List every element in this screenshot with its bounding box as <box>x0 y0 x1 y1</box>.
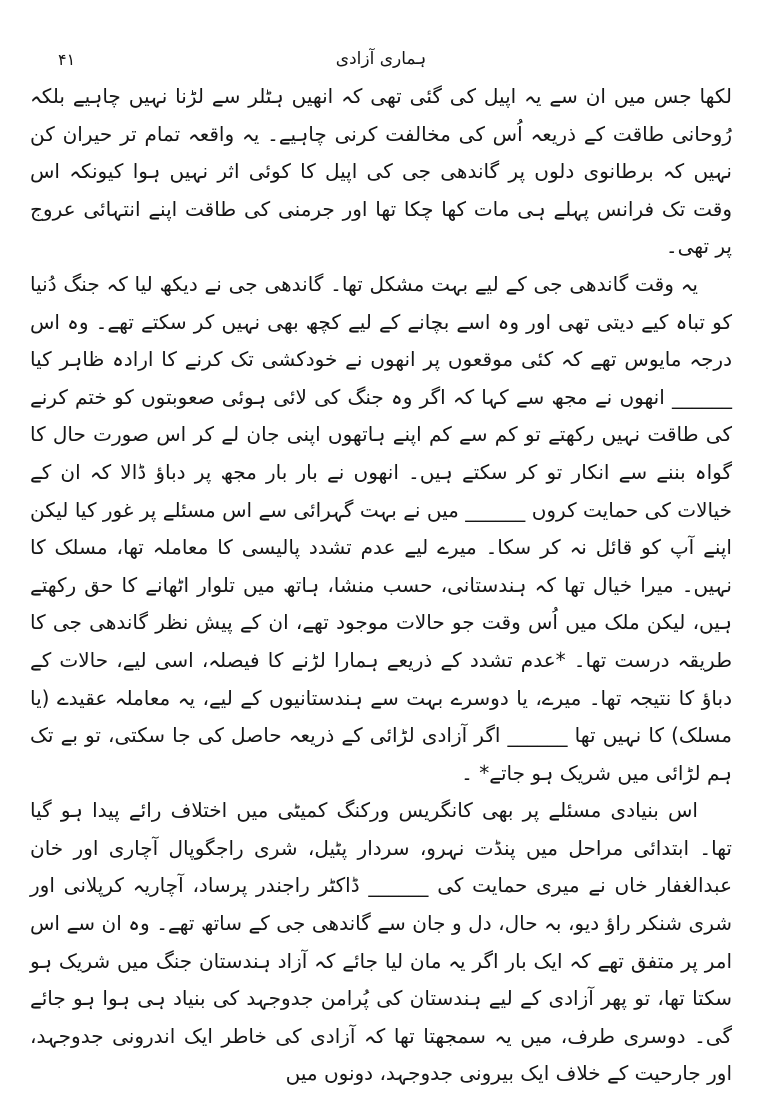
paragraph-3: اس بنیادی مسئلے پر بھی کانگریس ورکنگ کمیٹی میں اختلاف رائے پیدا ہو گیا تھا۔ ابتدائی مراحل میں پنڈت نہرو، سردار پٹیل، شری راجگوپال آچاری اور خان عبدالغفار خاں نے میری حمایت کی ______ ڈاکٹر راجندر پرساد، آچاریہ کرپلانی اور شری شنکر راؤ دیو، بہ حال، دل و جان سے گاندھی جی کے ساتھ تھے۔ وہ ان سے اس امر پر متفق تھے کہ ایک بار اگر یہ مان لیا جائے کہ آزاد ہندستان جنگ میں شریک ہو سکتا تھا، تو پھر آزادی کے لیے ہندستان کی پُرامن جدوجہد کی بنیاد ہی ہوا ہو جائے گی۔ دوسری طرف، میں یہ سمجھتا تھا کہ آزادی کی خاطر ایک اندرونی جدوجہد، اور جارحیت کے خلاف ایک بیرونی جدوجہد، دونوں میں <box>30 798 732 1086</box>
paragraph-2: یہ وقت گاندھی جی کے لیے بہت مشکل تھا۔ گاندھی جی نے دیکھ لیا کہ جنگ دُنیا کو تباہ کیے دیتی تھی اور وہ اسے بچانے کے لیے کچھ بھی نہیں کر سکتے تھے۔ وہ اس درجہ مایوس تھے کہ کئی موقعوں پر انھوں نے خودکشی تک کرنے کا ارادہ ظاہر کیا ______ انھوں نے مجھ سے کہا کہ اگر وہ جنگ کی لائی ہوئی صعوبتوں کو ختم کرنے کی طاقت نہیں رکھتے تو کم سے کم اپنے ہاتھوں اپنی جان لے کر اس صورت حال کا گواہ بننے سے انکار تو کر سکتے ہیں۔ انھوں نے بار بار مجھ پر دباؤ ڈالا کہ ان کے خیالات کی حمایت کروں ______ میں نے بہت گہرائی سے اس مسئلے پر غور کیا لیکن اپنے آپ کو قائل نہ کر سکا۔ میرے لیے عدم تشدد پالیسی کا معاملہ تھا، مسلک کا نہیں۔ میرا خیال تھا کہ ہندستانی، حسب منشا، ہاتھ میں تلوار اٹھانے کا حق رکھتے ہیں، لیکن ملک میں اُس وقت جو حالات موجود تھے، ان کے پیش نظر گاندھی جی کا طریقہ درست تھا۔ *عدم تشدد کے ذریعے ہمارا لڑنے کا فیصلہ، اسی لیے، حالات کے دباؤ کا نتیجہ تھا۔ میرے، یا دوسرے بہت سے ہندستانیوں کے لیے، یہ معاملہ عقیدے (یا مسلک) کا نہیں تھا ______ اگر آزادی لڑائی کے ذریعہ حاصل کی جا سکتی، تو بے تک ہم لڑائی میں شریک ہو جاتے* ۔ <box>30 271 732 785</box>
paragraph-1: لکھا جس میں ان سے یہ اپیل کی گئی تھی کہ انھیں ہٹلر سے لڑنا نہیں چاہیے بلکہ رُوحانی طاقت کے ذریعہ اُس کی مخالفت کرنی چاہیے۔ یہ واقعہ تمام تر حیران کن نہیں کہ برطانوی دلوں پر گاندھی جی کی اپیل کا کوئی اثر نہیں ہوا کیونکہ اس وقت تک فرانس پہلے ہی مات کھا چکا تھا اور جرمنی کی طاقت اپنے انتہائی عروج پر تھی۔ <box>30 84 732 259</box>
page-number: ۴۱ <box>58 50 76 69</box>
page-header <box>30 44 732 78</box>
page-title: ہماری آزادی <box>335 49 427 69</box>
body-text <box>30 78 732 1093</box>
